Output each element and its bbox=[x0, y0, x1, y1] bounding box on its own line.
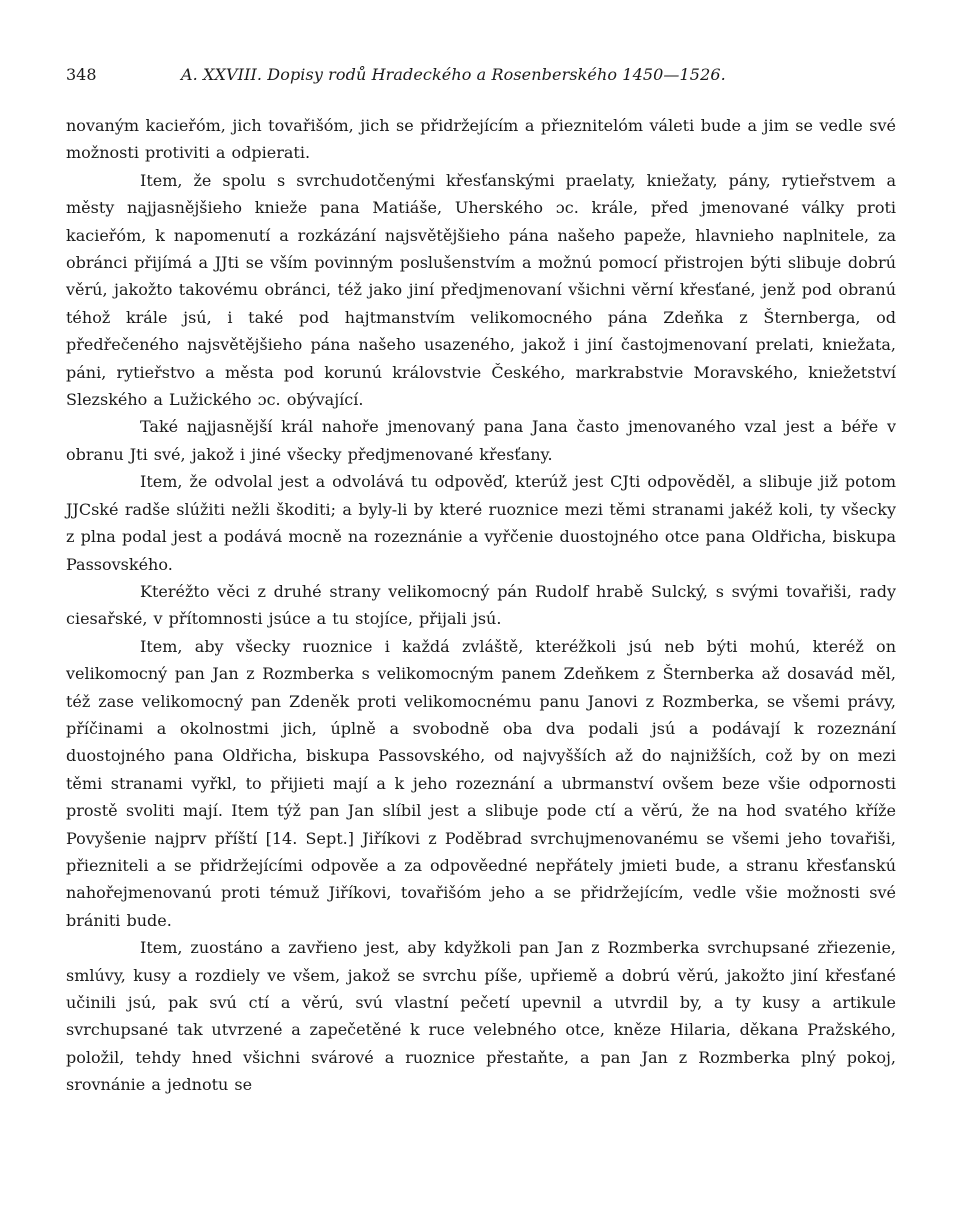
running-head bbox=[66, 60, 896, 90]
paragraph: Také najjasnější král nahoře jmenovaný pana Jana často jmenovaného vzal jest a béře v obranu Jti své, jakož i jiné všecky předjmenované křesťany. bbox=[66, 417, 896, 464]
book-page bbox=[66, 60, 896, 1095]
paragraph: novaným kacieřóm, jich tovařišóm, jich se přidržejícím a přieznitelóm váleti bude a jim se vedle své možnosti protiviti a odpierati. bbox=[66, 116, 896, 163]
paragraph: Item, že spolu s svrchudotčenými křesťanskými praelaty, kniežaty, pány, rytieřstvem a městy najjasnějšieho knieže pana Matiáše, Uherského ɔc. krále, před jmenované války proti kacieřóm, k napomenutí a rozkázání najsvětějšieho pána našeho papeže, hlavnieho naplnitele, za obránci přijímá a JJti se vším povinným poslušenstvím a možnú pomocí přistrojen býti slibuje dobrú věrú, jakožto takovému obránci, též jako jiní předjmenovaní všichni věrní křesťané, jenž pod obranú téhož krále jsú, i také pod hajtmanstvím velikomocného pána Zdeňka z Šternberga, od předřečeného najsvětějšieho pána našeho usazeného, jakož i jiní častojmenovaní prelati, kniežata, páni, rytieřstvo a města pod korunú královstvie Českého, markrabstvie Moravského, kniežetství Slezského a Lužického ɔc. obývající. bbox=[66, 170, 896, 410]
running-title: A. XXVIII. Dopisy rodů Hradeckého a Rosenberského 1450—1526. bbox=[181, 65, 726, 84]
page-number: 348 bbox=[66, 65, 97, 84]
paragraph: Item, aby všecky ruoznice i každá zvláště, kteréžkoli jsú neb býti mohú, kteréž on velikomocný pan Jan z Rozmberka s velikomocným panem Zdeňkem z Šternberka až dosavád měl, též zase velikomocný pan Zdeněk proti velikomocnému panu Janovi z Rozmberka, se všemi právy, příčinami a okolnostmi jich, úplně a svobodně oba dva podali jsú a podávají k rozeznání duostojného pana Oldřicha, biskupa Passovského, od najvyšších až do najnižších, což by on mezi těmi stranami vyřkl, to přijieti mají a k jeho rozeznání a ubrmanství ovšem beze všie odpornosti prostě svoliti mají. Item týž pan Jan slíbil jest a slibuje pode ctí a věrú, že na hod svatého kříže Povyšenie najprv příští [14. Sept.] Jiříkovi z Poděbrad svrchujmenovanému se všemi jeho tovařiši, přiezniteli a se přidržejícími odpověe a za odpověedné nepřátely jmieti bude, a stranu křesťanskú nahořejmenovanú proti témuž Jiříkovi, tovařišóm jeho a se přidržejícím, vedle všie možnosti své brániti bude. bbox=[66, 636, 896, 930]
paragraph: Item, že odvolal jest a odvolává tu odpověď, kterúž jest CJti odpověděl, a slibuje již potom JJCské radše slúžiti nežli škoditi; a byly-li by které ruoznice mezi těmi stranami jakéž koli, ty všecky z plna podal jest a podává mocně na rozeznánie a vyřčenie duostojného otce pana Oldřicha, biskupa Passovského. bbox=[66, 472, 896, 574]
text-body bbox=[66, 112, 896, 1099]
paragraph: Item, zuostáno a zavřieno jest, aby kdyžkoli pan Jan z Rozmberka svrchupsané zřiezenie, smlúvy, kusy a rozdiely ve všem, jakož se svrchu píše, upřiemě a dobrú věrú, jakožto jiní křesťané učinili jsú, pak svú ctí a věrú, svú vlastní pečetí upevnil a utvrdil by, a ty kusy a artikule svrchupsané tak utvrzené a zapečetěné k ruce velebného otce, kněze Hilaria, děkana Pražského, položil, tehdy hned všichni svárové a ruoznice přestaňte, a pan Jan z Rozmberka plný pokoj, srovnánie a jednotu se bbox=[66, 938, 896, 1095]
paragraph: Kteréžto věci z druhé strany velikomocný pán Rudolf hrabě Sulcký, s svými tovařiši, rady ciesařské, v přítomnosti jsúce a tu stojíce, přijali jsú. bbox=[66, 581, 896, 629]
